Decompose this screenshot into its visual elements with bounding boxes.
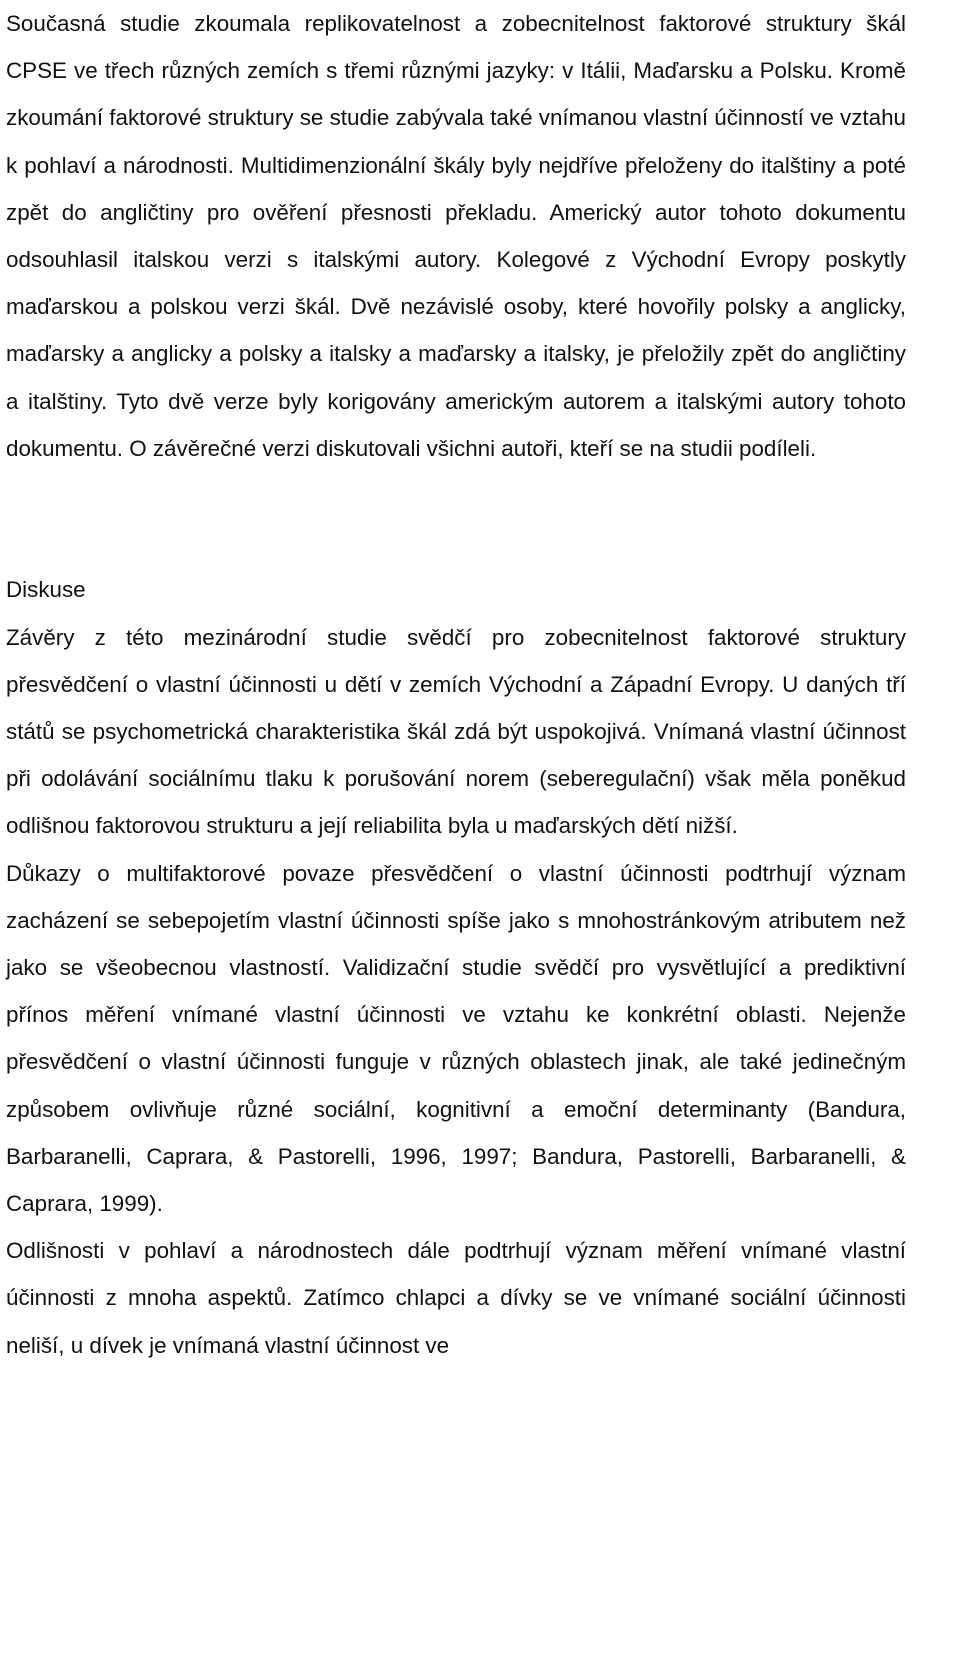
paragraph-discussion-3: Odlišnosti v pohlaví a národnostech dále podtrhují význam měření vnímané vlastní účinnosti z mnoha aspektů. Zatímco chlapci a dívky se ve vnímané sociální účinnosti neliší, u dívek je vnímaná vlastní účinnost ve bbox=[6, 1238, 906, 1358]
section-heading-discussion: Diskuse bbox=[6, 577, 86, 603]
paragraph-discussion-1: Závěry z této mezinárodní studie svědčí pro zobecnitelnost faktorové struktury přesvědčení o vlastní účinnosti u dětí v zemích Východní a Západní Evropy. U daných tří států se psychometrická charakteristika škál zdá být uspokojivá. Vnímaná vlastní účinnost při odolávání sociálnímu tlaku k porušování norem (seberegulační) však měla poněkud odlišnou faktorovou strukturu a její reliabilita byla u maďarských dětí nižší. bbox=[6, 624, 906, 839]
paragraph-intro: Současná studie zkoumala replikovatelnost a zobecnitelnost faktorové struktury škál CPSE ve třech různých zemích s třemi různými jazyky: v Itálii, Maďarsku a Polsku. Kromě zkoumání faktorové struktury se studie zabývala také vnímanou vlastní účinností ve vztahu k pohlaví a národnosti. Multidimenzionální škály byly nejdříve přeloženy do italštiny a poté zpět do angličtiny pro ověření přesnosti překladu. Americký autor tohoto dokumentu odsouhlasil italskou verzi s italskými autory. Kolegové z Východní Evropy poskytly maďarskou a polskou verzi škál. Dvě nezávislé osoby, které hovořily polsky a anglicky, maďarsky a anglicky a polsky a italsky a maďarsky a italsky, je přeložily zpět do angličtiny a italštiny. Tyto dvě verze byly korigovány americkým autorem a italskými autory tohoto dokumentu. O závěrečné verzi diskutovali všichni autoři, kteří se na studii podíleli. bbox=[6, 11, 906, 461]
document-page bbox=[6, 0, 906, 1369]
section-spacer bbox=[6, 472, 906, 566]
paragraph-discussion-2: Důkazy o multifaktorové povaze přesvědčení o vlastní účinnosti podtrhují význam zacházení se sebepojetím vlastní účinnosti spíše jako s mnohostránkovým atributem než jako se všeobecnou vlastností. Validizační studie svědčí pro vysvětlující a prediktivní přínos měření vnímané vlastní účinnosti ve vztahu ke konkrétní oblasti. Nejenže přesvědčení o vlastní účinnosti funguje v různých oblastech jinak, ale také jedinečným způsobem ovlivňuje různé sociální, kognitivní a emoční determinanty (Bandura, Barbaranelli, Caprara, & Pastorelli, 1996, 1997; Bandura, Pastorelli, Barbaranelli, & Caprara, 1999). bbox=[6, 860, 906, 1217]
